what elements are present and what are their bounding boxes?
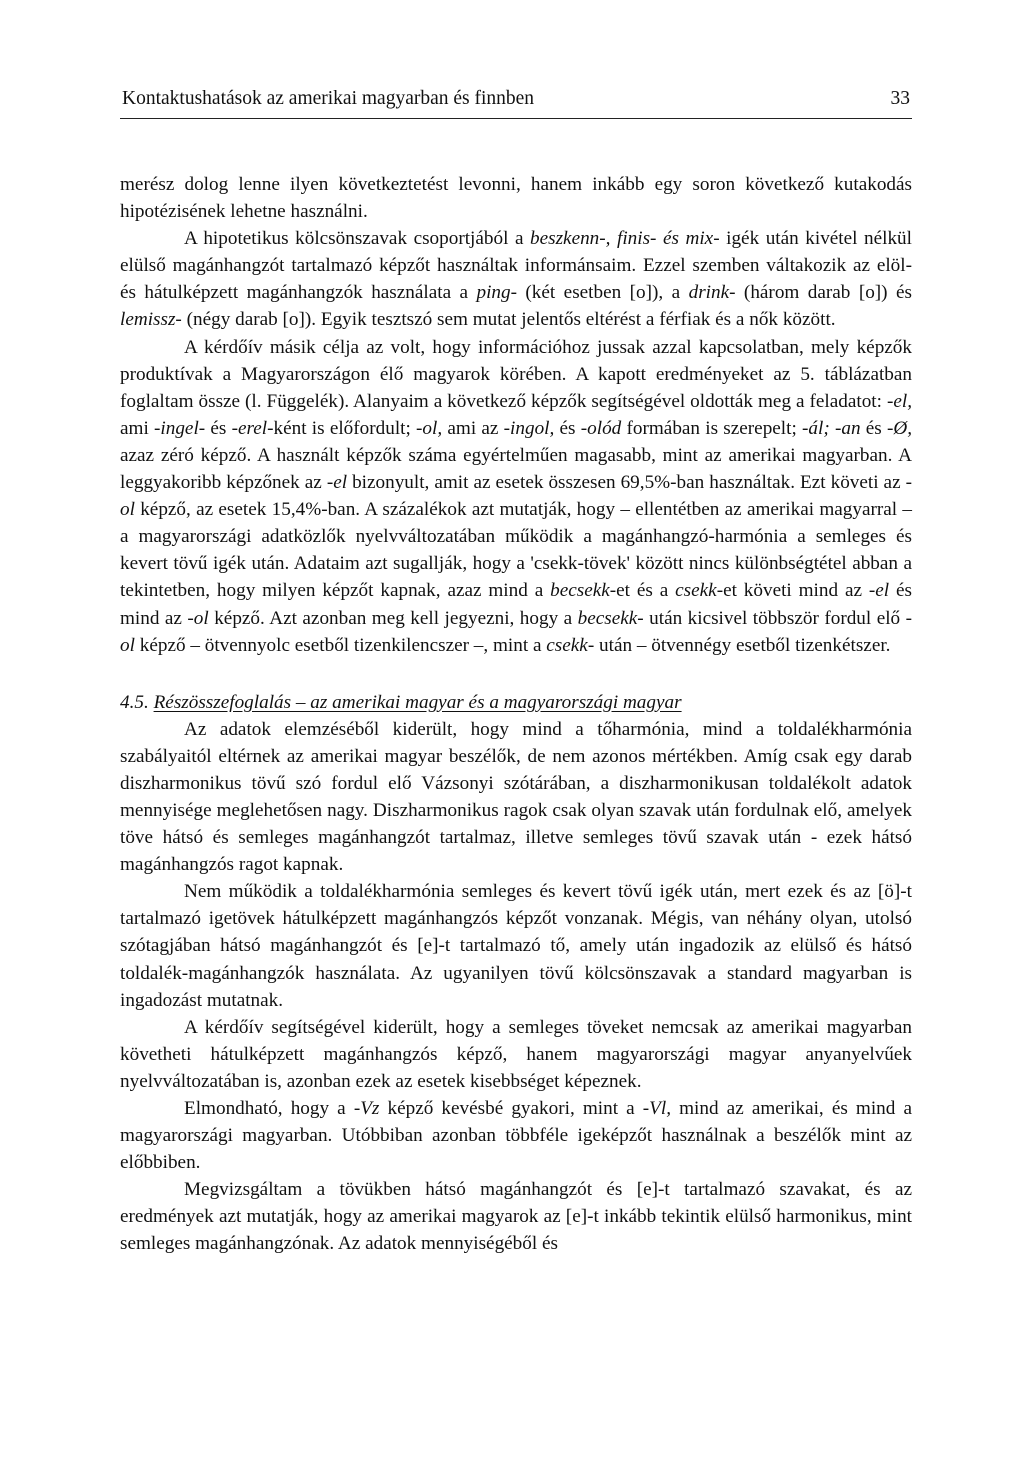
text-run: után – ötvennégy esetből tizenkétszer. (594, 634, 891, 656)
text-run: Nem működik a toldalékharmónia semleges és kevert tövű igék után, mert ezek és az [ö]-t tartalmazó igetövek hátulképzett magánhangzós képzőt vonzanak. Mégis, van néhány olyan, utolsó szótagjában hátsó magánhangzót és [e]-t tartalmazó tő, amely után ingadozik az elülső és hátsó toldalék-magánhangzók használata. Az ugyanilyen tövű kölcsönszavak a standard magyarban is ingadozást mutatnak. (120, 881, 912, 1011)
text-run: képző kevésbé gyakori, mint a (379, 1098, 643, 1119)
text-run: igék után kivétel nélkül elülső magánhangzót tartalmazó képzőt használtak informánsaim. Ezzel szemben váltakozik az elöl- és hátulképzett magánhangzók használata a (120, 228, 912, 304)
text-run: Az adatok elemzéséből kiderült, hogy mind a tőharmónia, mind a toldalékharmónia szabályaitól eltérnek az amerikai magyar beszélők, de nem azonos mértékben. Amíg csak egy darab diszharmonikus tövű szó fordul elő Vázsonyi szótárában, a diszharmonikusan toldalékolt adatok mennyisége meglehetősen nagy. Diszharmonikus ragok csak olyan szavak után fordulnak elő, amelyek töve hátsó és semleges magánhangzót tartalmaz, illetve semleges tövű szavak után - ezek hátsó magánhangzós ragot kapnak. (120, 718, 912, 876)
italic-term: -Ø, (887, 417, 913, 439)
paragraph (120, 878, 912, 1013)
text-run: és (554, 417, 581, 439)
italic-term: -Vl, (642, 1098, 672, 1119)
text-run: ami az (442, 417, 504, 439)
italic-term: -olód (580, 417, 622, 439)
text-run: A kérdőív segítségével kiderült, hogy a semleges töveket nemcsak az amerikai magyarban követheti hátulképzett magánhangzós képző, hanem magyarországi magyar anyanyelvűek nyelvváltozatában is, azonban ezek az esetek kisebbséget képeznek. (120, 1016, 912, 1092)
page (120, 86, 912, 1258)
text-run: mind az amerikai, és mind a magyarországi magyarban. Utóbbiban azonban többféle igeképzőt használnak a beszélők mint az előbbiben. (120, 1098, 912, 1174)
italic-term: -el (326, 472, 348, 494)
text-run: A hipotetikus kölcsönszavak csoportjából a (184, 228, 531, 250)
paragraph (120, 1014, 912, 1095)
italic-term: -ingol, (503, 417, 555, 439)
italic-term: -el, (886, 390, 912, 412)
italic-term: -erel- (231, 417, 274, 439)
paragraph (120, 716, 912, 879)
italic-term: -ol (120, 607, 912, 656)
text-run: (két esetben [o]), a (516, 282, 689, 304)
text-run: (négy darab [o]). Egyik tesztszó sem mutat jelentős eltérést a férfiak és a nők között. (181, 309, 836, 331)
header-title: Kontaktushatások az amerikai magyarban és finnben (122, 88, 535, 109)
italic-term: becsekk (550, 580, 610, 602)
text-run: képző. Azt azonban meg kell jegyezni, hogy a (208, 607, 578, 629)
text-run: (három darab [o]) és (735, 282, 912, 304)
text-run: és mind az (120, 580, 912, 629)
italic-term: -ol, (416, 417, 443, 439)
running-header (120, 86, 912, 119)
text-run: képző, az esetek 15,4%-ban. A százalékok azt mutatják, hogy – ellentétben az amerikai magyarral – a magyarországi adatközlők nyelvváltozatában működik a magánhangzó-harmónia a semleges és kevert tövű igék után. Adataim azt sugallják, hogy a 'csekk-tövek' között nincs különbségtétel abban a tekintetben, hogy milyen képzőt kapnak, azaz mind a (120, 499, 912, 602)
text-run: Elmondható, hogy a (184, 1098, 354, 1119)
text-run: képző – ötvennyolc esetből tizenkilencszer –, mint a (134, 634, 547, 656)
text-run: -et és a (609, 580, 676, 602)
italic-term: becsekk- (577, 607, 644, 629)
paragraphs-before (120, 171, 912, 659)
italic-term: drink- (688, 282, 736, 304)
text-run: azaz zéró képző. A használt képzők száma egyértelműen magasabb, mint az amerikai magyarban. A leggyakoribb képzőnek az (120, 444, 912, 494)
text-run: A kérdőív másik célja az volt, hogy információhoz jussak azzal kapcsolatban, mely képzők produktívak a Magyarországon élő magyarok körében. A kapott eredményeket az 5. táblázatban foglaltam össze (l. Függelék). Alanyaim a következő képzők segítségével oldották meg a feladatot: (120, 336, 912, 412)
body-text (120, 171, 912, 1258)
paragraphs-after (120, 716, 912, 1258)
italic-term: -ingel- (154, 417, 206, 439)
italic-term: -Vz (353, 1098, 380, 1119)
text-run: Megvizsgáltam a tövükben hátsó magánhangzót és [e]-t tartalmazó szavakat, és az eredmények azt mutatják, hogy az amerikai magyarok az [e]-t inkább tekintik elülső harmonikus, mint semleges magánhangzónak. Az adatok mennyiségéből és (120, 1179, 912, 1255)
text-run: -et követi mind az (716, 580, 869, 602)
italic-term: lemissz- (120, 309, 182, 331)
text-run: és (205, 417, 232, 439)
text-run: bizonyult, amit az esetek összesen 69,5%-ban használtak. Ezt követi az (347, 472, 906, 494)
paragraph (120, 171, 912, 225)
italic-term: ping- (476, 282, 517, 304)
paragraph (120, 1176, 912, 1257)
text-run: ami (120, 417, 155, 439)
italic-term: -el (868, 580, 890, 602)
section-title: Részösszefoglalás – az amerikai magyar és a magyarországi magyar (153, 691, 682, 713)
section-heading (120, 689, 912, 716)
text-run: merész dolog lenne ilyen következtetést levonni, hanem inkább egy soron következő kutakodás hipotézisének lehetne használni. (120, 174, 912, 223)
italic-term: -ol (120, 472, 912, 521)
text-run: és (860, 417, 887, 439)
text-run: ként is előfordult; (273, 417, 417, 439)
page-number: 33 (890, 88, 910, 109)
section-number: 4.5. (120, 691, 149, 713)
paragraph (120, 225, 912, 333)
italic-term: beszkenn-, finis- és mix- (530, 228, 720, 250)
text-run: formában is szerepelt; (621, 417, 803, 439)
paragraph (120, 1095, 912, 1176)
italic-term: csekk- (546, 634, 595, 656)
italic-term: -ál; -an (802, 417, 861, 439)
text-run: után kicsivel többször fordul elő (643, 607, 906, 629)
italic-term: -ol (187, 607, 209, 629)
italic-term: csekk (675, 580, 717, 602)
paragraph (120, 334, 912, 659)
